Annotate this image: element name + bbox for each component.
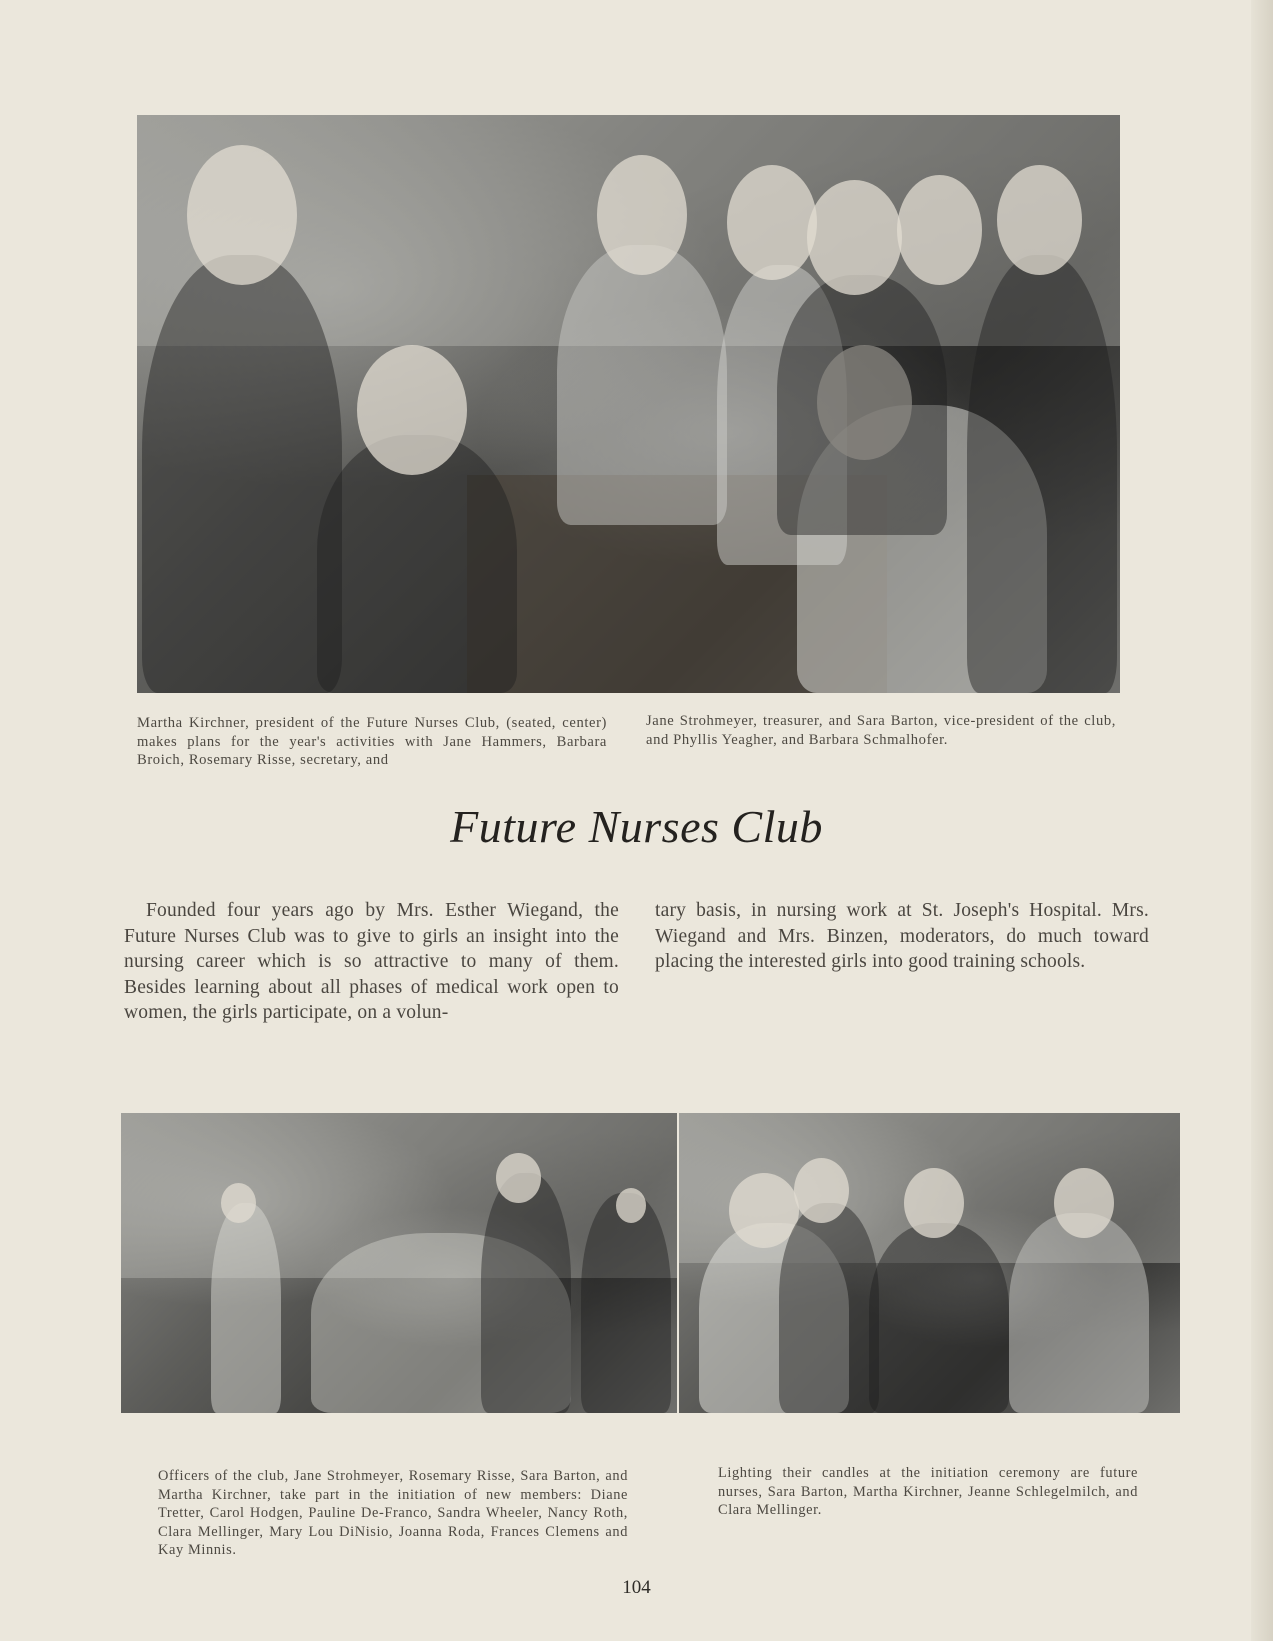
candle-lighting-photo — [679, 1113, 1180, 1413]
page-title: Future Nurses Club — [450, 801, 823, 852]
top-photo-caption-right: Jane Strohmeyer, treasurer, and Sara Barton, vice-president of the club, and Phyllis Yeagher, and Barbara Schmalhofer. — [646, 713, 1116, 748]
body-text-right-column: tary basis, in nursing work at St. Joseph's Hospital. Mrs. Wiegand and Mrs. Binzen, moderators, do much toward placing the interested girls into good training schools. — [655, 900, 1149, 972]
top-group-photo — [137, 115, 1120, 693]
candle-photo-caption: Lighting their candles at the initiation ceremony are future nurses, Sara Barton, Martha Kirchner, Jeanne Schlegelmilch, and Clara Mellinger. — [718, 1465, 1138, 1518]
initiation-hallway-photo — [121, 1113, 677, 1413]
page-number: 104 — [622, 1577, 651, 1598]
hallway-photo-caption: Officers of the club, Jane Strohmeyer, Rosemary Risse, Sara Barton, and Martha Kirchner, take part in the initiation of new members: Diane Tretter, Carol Hodgen, Pauline De-Franco, Sandra Wheeler, Nancy Roth, Clara Mellinger, Mary Lou DiNisio, Joanna Roda, Frances Clemens and Kay Minnis. — [158, 1468, 628, 1558]
top-photo-caption-left: Martha Kirchner, president of the Future Nurses Club, (seated, center) makes plans for the year's activities with Jane Hammers, Barbara Broich, Rosemary Risse, secretary, and — [137, 715, 607, 768]
body-text-left-column: Founded four years ago by Mrs. Esther Wiegand, the Future Nurses Club was to give to girls an insight into the nursing career which is so attractive to many of them. Besides learning about all phases of medical work open to women, the girls participate, on a volun- — [124, 900, 619, 1023]
